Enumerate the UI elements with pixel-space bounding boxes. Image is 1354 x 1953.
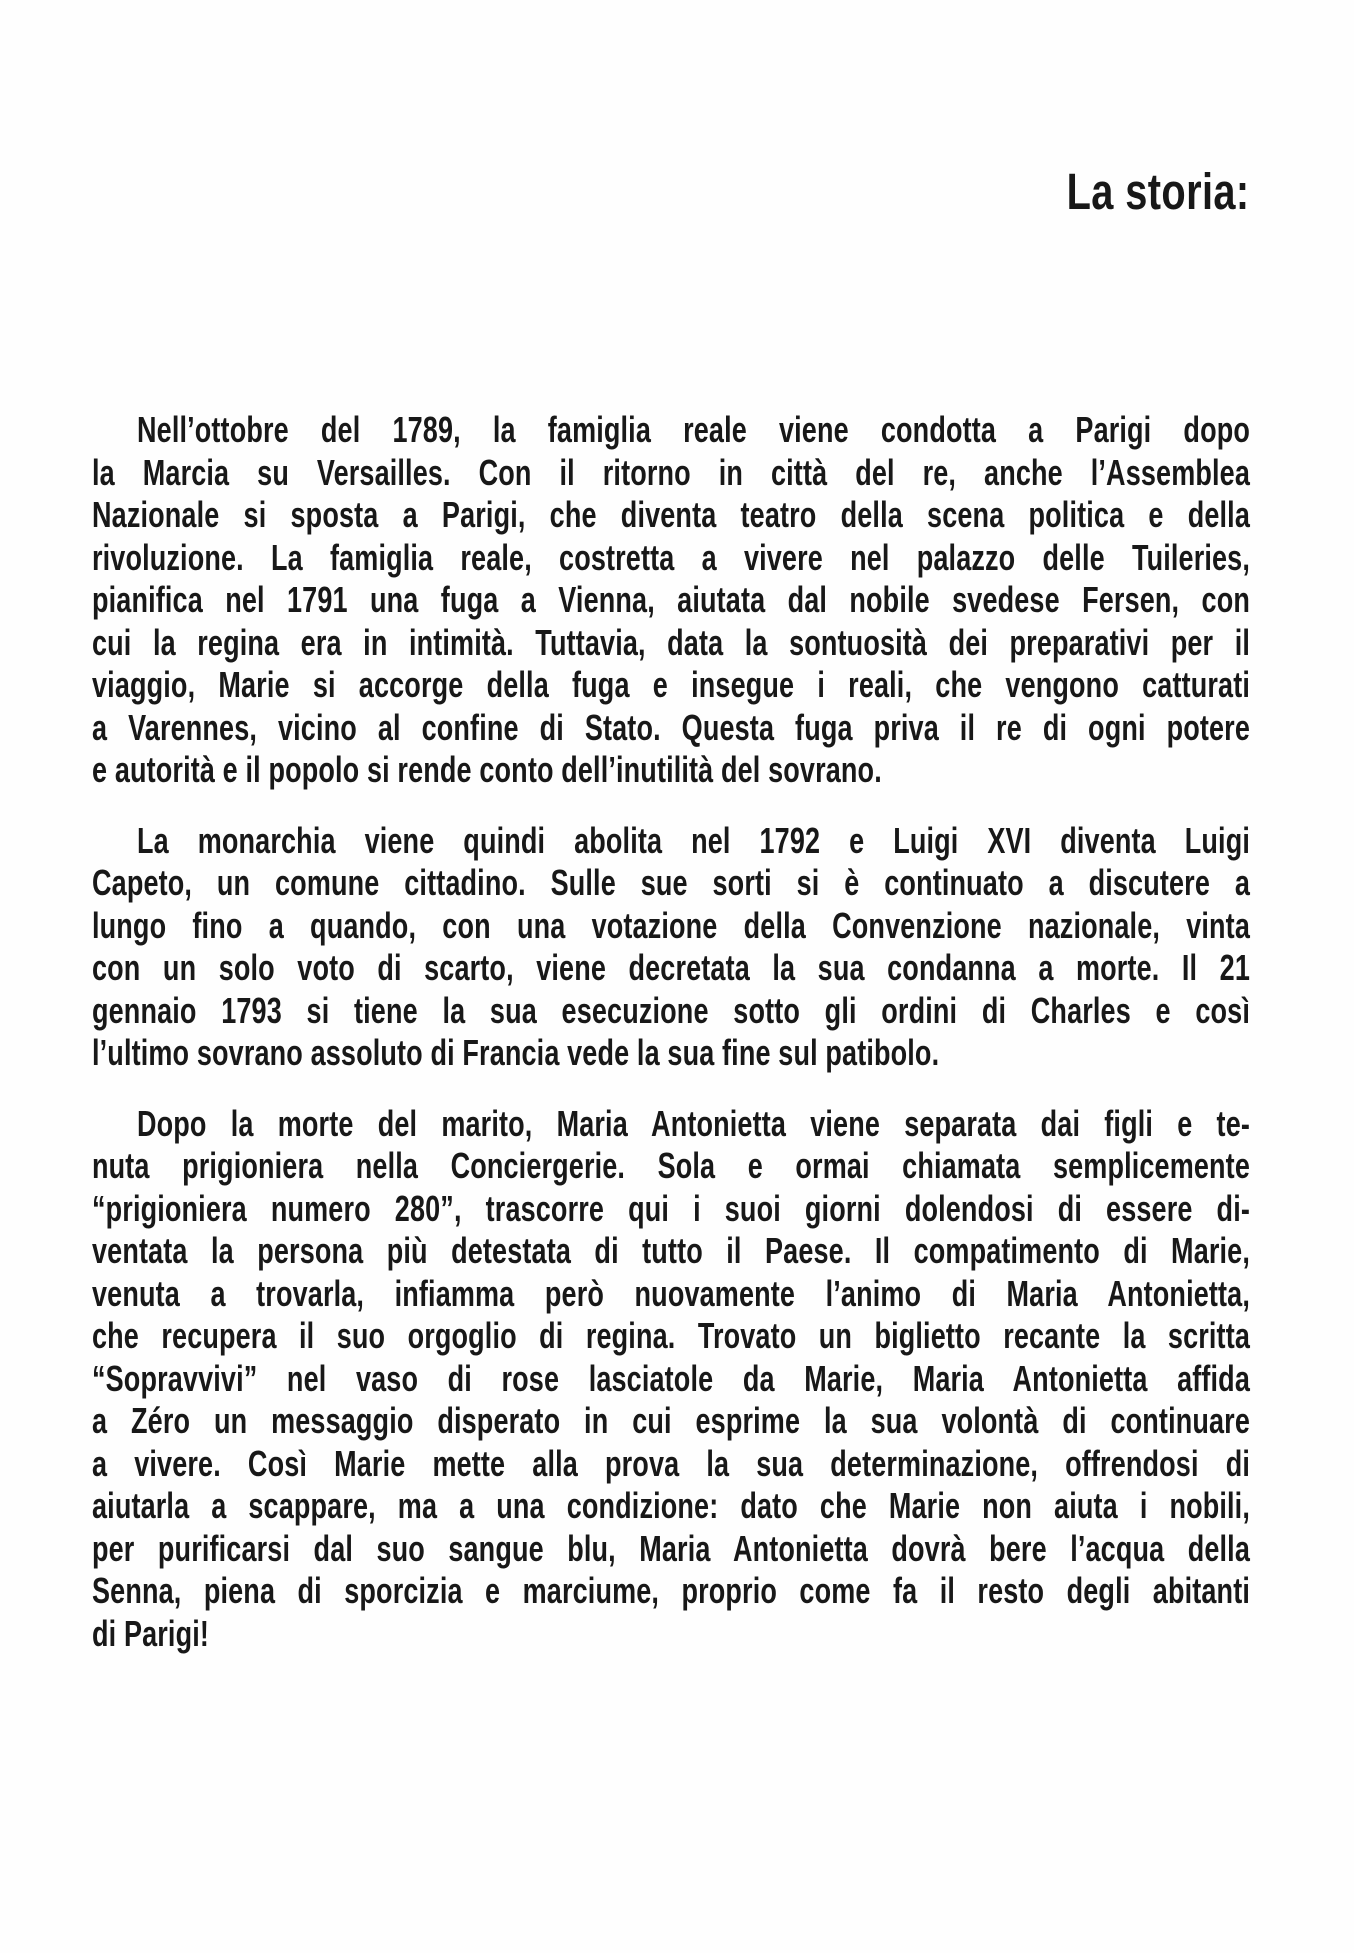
- text-line: a vivere. Così Marie mette alla prova la sua determinazione, offrendosi di: [92, 1442, 1250, 1484]
- text-line: cui la regina era in intimità. Tuttavia, data la sontuosità dei preparativi per il: [92, 621, 1250, 663]
- text-line: che recupera il suo orgoglio di regina. Trovato un biglietto recante la scritta: [92, 1315, 1250, 1356]
- paragraph: [92, 409, 1250, 792]
- text-line: La monarchia viene quindi abolita nel 1792 e Luigi XVI diventa Luigi: [137, 819, 1250, 861]
- text-line: venuta a trovarla, infiamma però nuovamente l’animo di Maria Antonietta,: [92, 1272, 1250, 1314]
- text-line: rivoluzione. La famiglia reale, costretta a vivere nel palazzo delle Tuileries,: [92, 536, 1250, 578]
- text-line: viaggio, Marie si accorge della fuga e insegue i reali, che vengono catturati: [92, 664, 1250, 705]
- text-line: a Varennes, vicino al confine di Stato. Questa fuga priva il re di ogni potere: [92, 706, 1250, 748]
- text-line: Senna, piena di sporcizia e marciume, proprio come fa il resto degli abitanti: [92, 1570, 1250, 1611]
- page-title: La storia:: [1067, 163, 1250, 220]
- text-line: per purificarsi dal suo sangue blu, Maria Antonietta dovrà bere l’acqua della: [92, 1527, 1250, 1569]
- paragraph: [92, 1103, 1250, 1656]
- body-text: [92, 409, 1250, 1655]
- text-line: gennaio 1793 si tiene la sua esecuzione sotto gli ordini di Charles e così: [92, 989, 1250, 1031]
- text-line: ventata la persona più detestata di tutto il Paese. Il compatimento di Marie,: [92, 1230, 1250, 1271]
- text-line: di Parigi!: [92, 1612, 210, 1654]
- text-line: la Marcia su Versailles. Con il ritorno in città del re, anche l’Assemblea: [92, 451, 1250, 493]
- text-line: nuta prigioniera nella Conciergerie. Sola e ormai chiamata semplicemente: [92, 1145, 1250, 1186]
- text-line: aiutarla a scappare, ma a una condizione: dato che Marie non aiuta i nobili,: [92, 1485, 1250, 1526]
- text-line: con un solo voto di scarto, viene decretata la sua condanna a morte. Il 21: [92, 947, 1250, 988]
- text-line: Dopo la morte del marito, Maria Antonietta viene separata dai figli e te-: [137, 1102, 1250, 1144]
- text-line: “Sopravvivi” nel vaso di rose lasciatole da Marie, Maria Antonietta affida: [92, 1357, 1250, 1399]
- text-line: Nazionale si sposta a Parigi, che diventa teatro della scena politica e della: [92, 494, 1250, 535]
- text-line: lungo fino a quando, con una votazione della Convenzione nazionale, vinta: [92, 904, 1250, 946]
- text-line: a Zéro un messaggio disperato in cui esprime la sua volontà di continuare: [92, 1400, 1250, 1441]
- text-line: pianifica nel 1791 una fuga a Vienna, aiutata dal nobile svedese Fersen, con: [92, 579, 1250, 620]
- text-line: e autorità e il popolo si rende conto dell’inutilità del sovrano.: [92, 749, 882, 790]
- text-line: Capeto, un comune cittadino. Sulle sue sorti si è continuato a discutere a: [92, 862, 1250, 903]
- text-line: Nell’ottobre del 1789, la famiglia reale viene condotta a Parigi dopo: [137, 409, 1250, 450]
- text-line: l’ultimo sovrano assoluto di Francia vede la sua fine sul patibolo.: [92, 1032, 940, 1073]
- text-line: “prigioniera numero 280”, trascorre qui i suoi giorni dolendosi di essere di-: [92, 1187, 1250, 1229]
- paragraph: [92, 820, 1250, 1075]
